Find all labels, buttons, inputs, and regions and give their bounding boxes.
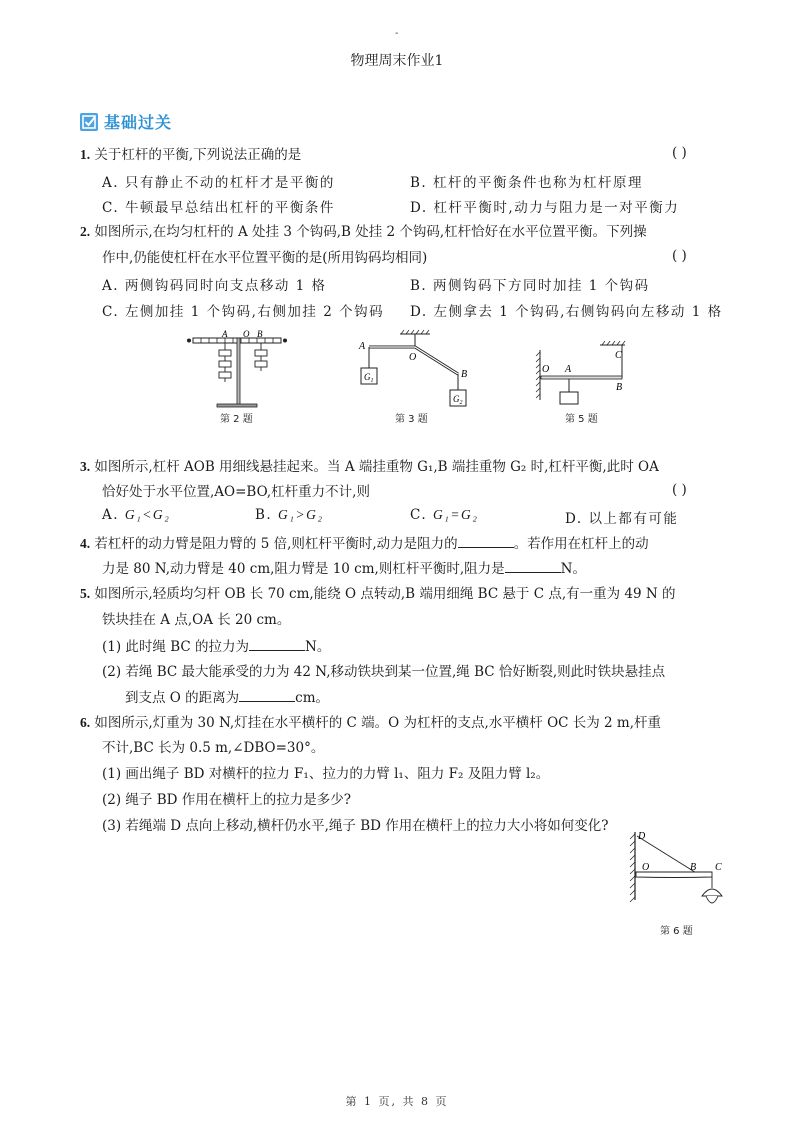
option-key: C.: [102, 304, 120, 320]
answer-paren[interactable]: ( ): [672, 482, 687, 498]
option-key: C.: [102, 200, 120, 216]
svg-text:O: O: [642, 862, 650, 873]
option-key: D.: [565, 511, 583, 527]
figure-6-lever-diagram: [620, 830, 730, 915]
option-key: A.: [102, 507, 120, 523]
option-b[interactable]: [410, 274, 650, 294]
section-title: 基础过关: [104, 113, 173, 132]
question-3-stem: [80, 457, 659, 477]
question-5-sub-2: [102, 662, 665, 682]
stem-text: 如图所示,灯重为 30 N,灯挂在水平横杆的 C 端。O 为杠杆的支点,水平横杆 OC 长为 2 m,杆重: [94, 715, 662, 731]
option-text: G₁<G₂: [124, 507, 171, 522]
option-a[interactable]: [102, 507, 170, 523]
question-number: 2.: [80, 224, 91, 239]
option-d[interactable]: [565, 507, 678, 527]
sub-label: (1): [102, 639, 122, 655]
svg-text:G2: $G_2$: [453, 394, 463, 406]
svg-text:A: A: [359, 341, 366, 352]
option-c[interactable]: [102, 300, 384, 320]
figure-5-caption: 第 5 题: [565, 414, 598, 425]
svg-text:C: C: [715, 862, 722, 873]
sub-text: 绳子 BD 作用在横杆上的拉力是多少?: [125, 792, 351, 808]
answer-blank[interactable]: [505, 558, 561, 573]
stem-text: 若杠杆的动力臂是阻力臂的 5 倍,则杠杆平衡时,动力是阻力的: [94, 536, 458, 552]
question-number: 3.: [80, 459, 91, 474]
option-text: 以上都有可能: [588, 511, 679, 527]
svg-text:D: D: [638, 831, 646, 842]
sub-text: 若绳 BC 最大能承受的力为 42 N,移动铁块到某一位置,绳 BC 恰好断裂,则此时铁块悬挂点: [125, 664, 666, 680]
option-text: 只有静止不动的杠杆才是平衡的: [124, 175, 335, 191]
question-4-stem-cont: [102, 558, 586, 579]
question-5-sub-2-cont: [125, 687, 329, 708]
svg-text:B: B: [461, 369, 468, 380]
option-text: 杠杆的平衡条件也称为杠杆原理: [433, 175, 644, 191]
sub-label: (1): [102, 766, 122, 782]
stem-text: 关于杠杆的平衡,下列说法正确的是: [94, 147, 302, 163]
stem-text: N。: [560, 561, 586, 577]
option-c[interactable]: [102, 196, 335, 216]
option-key: B.: [255, 507, 273, 523]
option-text: 左侧拿去 1 个钩码,右侧钩码向左移动 1 格: [433, 304, 723, 320]
question-5-stem: [80, 584, 676, 604]
question-number: 1.: [80, 147, 91, 162]
svg-text:A: A: [565, 364, 572, 375]
label-o: O: [243, 329, 250, 339]
answer-blank[interactable]: [239, 687, 295, 702]
svg-text:O: O: [542, 364, 550, 375]
question-2-stem: [80, 222, 647, 242]
stem-text: 如图所示,在均匀杠杆的 A 处挂 3 个钩码,B 处挂 2 个钩码,杠杆恰好在水平位置平衡。下列操: [94, 224, 647, 240]
option-key: D.: [410, 200, 428, 216]
sub-label: (3): [102, 818, 122, 834]
option-text: 两侧钩码同时向支点移动 1 格: [124, 278, 327, 294]
option-d[interactable]: [410, 196, 679, 216]
question-6-sub-1: [102, 764, 549, 784]
question-5-stem-cont: 铁块挂在 A 点,OA 长 20 cm。: [102, 612, 291, 628]
option-key: C.: [410, 507, 428, 523]
answer-paren[interactable]: ( ): [672, 145, 687, 161]
sub-text: 到支点 O 的距离为: [125, 690, 240, 706]
question-5-sub-1: [102, 636, 330, 657]
option-text: 杠杆平衡时,动力与阻力是一对平衡力: [433, 200, 680, 216]
stem-text: 力是 80 N,动力臂是 40 cm,阻力臂是 10 cm,则杠杆平衡时,阻力是: [102, 561, 505, 577]
header-mark: -: [395, 28, 399, 39]
page-title: 物理周末作业1: [350, 53, 444, 69]
svg-text:G1: $G_1$: [364, 372, 374, 384]
option-text: G₁>G₂: [278, 507, 324, 522]
question-2-stem-cont: 作中,仍能使杠杆在水平位置平衡的是(所用钩码均相同): [102, 250, 428, 266]
option-text: 左侧加挂 1 个钩码,右侧加挂 2 个钩码: [124, 304, 385, 320]
svg-text:B: B: [690, 862, 697, 873]
answer-paren[interactable]: ( ): [672, 248, 687, 264]
section-header: [80, 110, 172, 133]
option-text: 牛顿最早总结出杠杆的平衡条件: [124, 200, 335, 216]
question-4-stem: [80, 533, 649, 554]
label-a: A: [222, 329, 228, 339]
option-c[interactable]: [410, 507, 478, 523]
stem-text: 如图所示,杠杆 AOB 用细线悬挂起来。当 A 端挂重物 G₁,B 端挂重物 G₂ 时,杠杆平衡,此时 OA: [94, 459, 659, 475]
question-1-stem: [80, 145, 301, 165]
option-a[interactable]: [102, 274, 327, 294]
option-key: B.: [410, 175, 428, 191]
figure-2-lever-diagram: [185, 330, 295, 410]
sub-label: (2): [102, 792, 122, 808]
option-text: G₁=G₂: [432, 507, 479, 522]
svg-text:C: C: [615, 350, 622, 361]
answer-blank[interactable]: [249, 636, 305, 651]
sub-tail: N。: [305, 639, 331, 655]
question-number: 5.: [80, 586, 91, 601]
question-number: 4.: [80, 536, 91, 551]
page-footer: 第 1 页, 共 8 页: [345, 1095, 449, 1108]
option-d[interactable]: [410, 300, 723, 320]
figure-2-caption: 第 2 题: [220, 414, 253, 425]
question-6-sub-2: [102, 790, 351, 810]
svg-text:O: O: [409, 352, 417, 363]
sub-label: (2): [102, 664, 122, 680]
answer-blank[interactable]: [458, 533, 514, 548]
sub-text: 画出绳子 BD 对横杆的拉力 F₁、拉力的力臂 l₁、阻力 F₂ 及阻力臂 l₂。: [125, 766, 550, 782]
sub-tail: cm。: [295, 690, 330, 706]
figure-6-caption: 第 6 题: [660, 926, 693, 937]
option-a[interactable]: [102, 171, 335, 191]
question-6-sub-3: [102, 816, 608, 836]
question-6-stem: [80, 713, 661, 733]
option-key: A.: [102, 175, 120, 191]
question-number: 6.: [80, 715, 91, 730]
svg-text:B: B: [616, 382, 623, 393]
option-b[interactable]: [410, 171, 643, 191]
option-key: A.: [102, 278, 120, 294]
sub-text: 若绳端 D 点向上移动,横杆仍水平,绳子 BD 作用在横杆上的拉力大小将如何变化?: [125, 818, 609, 834]
figure-5-lever-diagram: [530, 340, 630, 408]
question-3-stem-cont: 恰好处于水平位置,AO=BO,杠杆重力不计,则: [102, 484, 370, 500]
stem-text: 如图所示,轻质均匀杆 OB 长 70 cm,能绕 O 点转动,B 端用细绳 BC 悬于 C 点,有一重为 49 N 的: [94, 586, 676, 602]
option-key: B.: [410, 278, 428, 294]
stem-text: 。若作用在杠杆上的动: [513, 536, 649, 552]
checkbox-icon: [80, 113, 98, 131]
option-b[interactable]: [255, 507, 324, 523]
option-key: D.: [410, 304, 428, 320]
sub-text: 此时绳 BC 的拉力为: [125, 639, 250, 655]
question-6-stem-cont: 不计,BC 长为 0.5 m,∠DBO=30°。: [102, 740, 325, 756]
figure-3-caption: 第 3 题: [395, 414, 428, 425]
figure-3-lever-diagram: [355, 330, 475, 410]
option-text: 两侧钩码下方同时加挂 1 个钩码: [433, 278, 650, 294]
label-b: B: [257, 329, 263, 339]
